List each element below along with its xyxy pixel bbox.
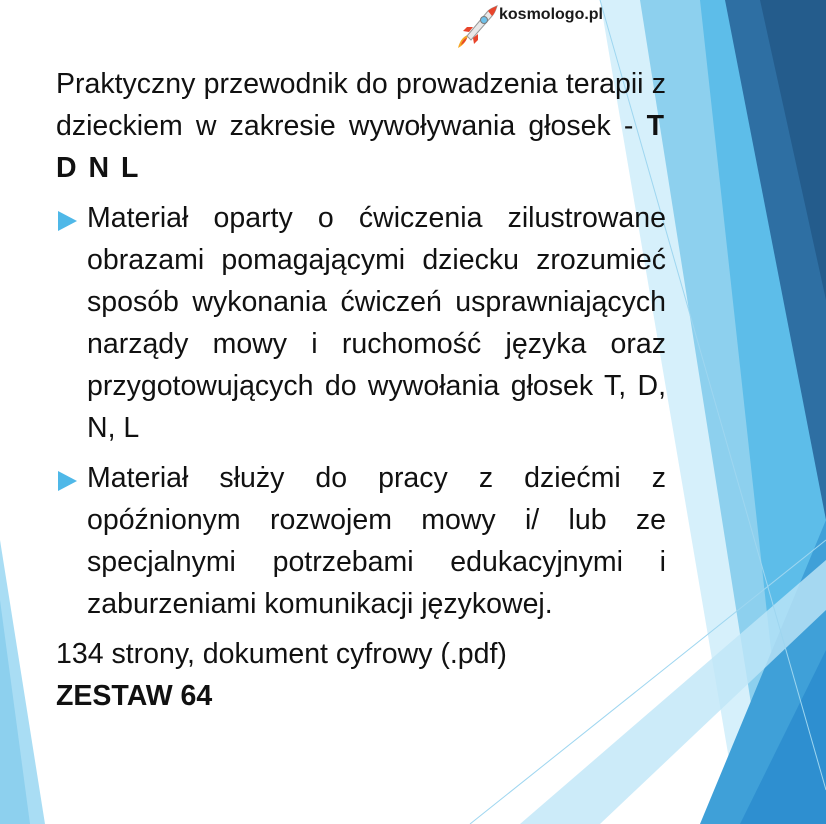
bullet-text: Materiał oparty o ćwiczenia zilustrowane obrazami pomagającymi dziecku zrozumieć sposób wykonania ćwiczeń usprawniających narządy mowy i ruchomość języka oraz przygotowujących do wywołania głosek T, D, N, L [87,202,666,444]
bullet-item-2 [56,457,666,625]
intro-paragraph [56,63,666,189]
intro-letters: T D N L [56,110,666,184]
brand-logo[interactable] [452,2,612,52]
bullet-triangle-icon [58,211,77,231]
pages-info: 134 strony, dokument cyfrowy (.pdf) [56,638,507,670]
bullet-text: Materiał służy do pracy z dziećmi z opóźnionym rozwojem mowy i/ lub ze specjalnymi potrzebami edukacyjnymi i zaburzeniami komunikacji językowej. [87,462,666,620]
bullet-item-1 [56,197,666,449]
set-number: ZESTAW 64 [56,680,213,712]
intro-text: Praktyczny przewodnik do prowadzenia terapii z dzieckiem w zakresie wywoływania głosek - [56,68,666,142]
rocket-icon [452,2,500,52]
main-content [56,63,666,717]
brand-name: kosmologo.pl [499,6,603,23]
bullet-triangle-icon [58,471,77,491]
